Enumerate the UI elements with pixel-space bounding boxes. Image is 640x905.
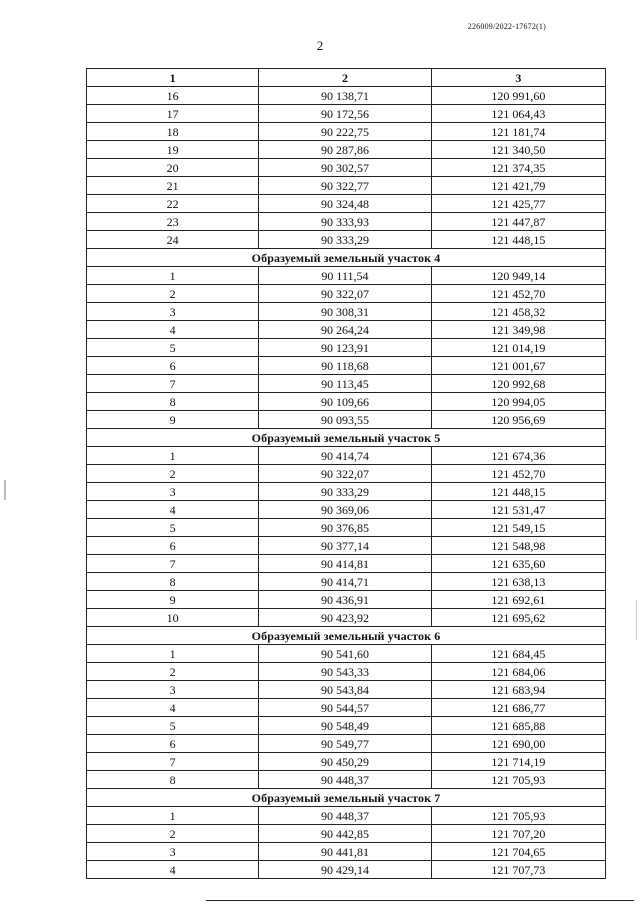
table-row <box>87 159 606 177</box>
coordinate-y: 121 686,77 <box>431 699 605 717</box>
table-row <box>87 861 606 879</box>
point-number: 4 <box>87 501 259 519</box>
column-header-y: 3 <box>431 69 605 87</box>
point-number: 9 <box>87 411 259 429</box>
coordinate-x: 90 113,45 <box>259 375 431 393</box>
table-row <box>87 195 606 213</box>
table-row <box>87 735 606 753</box>
coordinate-y: 121 374,35 <box>431 159 605 177</box>
table-row <box>87 447 606 465</box>
coordinate-x: 90 111,54 <box>259 267 431 285</box>
point-number: 19 <box>87 141 259 159</box>
table-row <box>87 519 606 537</box>
point-number: 1 <box>87 447 259 465</box>
coordinate-x: 90 322,07 <box>259 285 431 303</box>
table-row <box>87 393 606 411</box>
coordinate-y: 121 452,70 <box>431 465 605 483</box>
table-row <box>87 231 606 249</box>
scan-artifact <box>636 600 637 640</box>
coordinate-x: 90 109,66 <box>259 393 431 411</box>
coordinate-x: 90 450,29 <box>259 753 431 771</box>
coordinate-y: 121 448,15 <box>431 231 605 249</box>
table-row <box>87 645 606 663</box>
table-row <box>87 105 606 123</box>
point-number: 3 <box>87 483 259 501</box>
table-row <box>87 609 606 627</box>
table-row <box>87 177 606 195</box>
point-number: 3 <box>87 843 259 861</box>
point-number: 1 <box>87 645 259 663</box>
column-header-x: 2 <box>259 69 431 87</box>
coordinate-x: 90 123,91 <box>259 339 431 357</box>
coordinate-y: 121 635,60 <box>431 555 605 573</box>
coordinate-y: 121 421,79 <box>431 177 605 195</box>
coordinate-y: 121 707,73 <box>431 861 605 879</box>
point-number: 1 <box>87 267 259 285</box>
coordinate-x: 90 414,81 <box>259 555 431 573</box>
section-title: Образуемый земельный участок 4 <box>87 249 606 267</box>
coordinate-y: 121 064,43 <box>431 105 605 123</box>
table-row <box>87 339 606 357</box>
coordinate-x: 90 549,77 <box>259 735 431 753</box>
point-number: 2 <box>87 825 259 843</box>
coordinate-y: 121 458,32 <box>431 303 605 321</box>
coordinate-y: 121 001,67 <box>431 357 605 375</box>
coordinate-x: 90 324,48 <box>259 195 431 213</box>
coordinate-y: 121 707,20 <box>431 825 605 843</box>
coordinate-y: 121 683,94 <box>431 681 605 699</box>
coordinate-x: 90 429,14 <box>259 861 431 879</box>
point-number: 3 <box>87 303 259 321</box>
table-row <box>87 501 606 519</box>
coordinate-x: 90 264,24 <box>259 321 431 339</box>
coordinate-x: 90 322,77 <box>259 177 431 195</box>
table-row <box>87 663 606 681</box>
table-row <box>87 555 606 573</box>
section-title-row <box>87 429 606 447</box>
table-body <box>87 87 606 879</box>
section-title-row <box>87 789 606 807</box>
point-number: 7 <box>87 375 259 393</box>
coordinate-y: 121 531,47 <box>431 501 605 519</box>
scan-artifact <box>4 480 6 500</box>
coordinate-x: 90 377,14 <box>259 537 431 555</box>
coordinate-y: 121 692,61 <box>431 591 605 609</box>
coordinate-x: 90 093,55 <box>259 411 431 429</box>
point-number: 23 <box>87 213 259 231</box>
point-number: 5 <box>87 717 259 735</box>
document-id: 226009/2022-17672(1) <box>467 22 546 31</box>
table-row <box>87 807 606 825</box>
coordinate-x: 90 441,81 <box>259 843 431 861</box>
table-row <box>87 573 606 591</box>
table-row <box>87 123 606 141</box>
table-row <box>87 717 606 735</box>
coordinate-y: 121 638,13 <box>431 573 605 591</box>
coordinate-y: 121 549,15 <box>431 519 605 537</box>
coordinate-x: 90 414,71 <box>259 573 431 591</box>
table-row <box>87 753 606 771</box>
point-number: 3 <box>87 681 259 699</box>
point-number: 7 <box>87 555 259 573</box>
table-row <box>87 357 606 375</box>
coordinate-y: 120 949,14 <box>431 267 605 285</box>
table-row <box>87 267 606 285</box>
coordinate-y: 121 704,65 <box>431 843 605 861</box>
coordinate-y: 120 992,68 <box>431 375 605 393</box>
coordinate-x: 90 541,60 <box>259 645 431 663</box>
coordinate-x: 90 423,92 <box>259 609 431 627</box>
table-row <box>87 825 606 843</box>
point-number: 1 <box>87 807 259 825</box>
coordinate-y: 121 705,93 <box>431 807 605 825</box>
coordinate-y: 121 714,19 <box>431 753 605 771</box>
point-number: 2 <box>87 663 259 681</box>
coordinate-x: 90 448,37 <box>259 771 431 789</box>
table-row <box>87 321 606 339</box>
coordinate-x: 90 548,49 <box>259 717 431 735</box>
table-row <box>87 213 606 231</box>
coordinate-x: 90 369,06 <box>259 501 431 519</box>
section-title: Образуемый земельный участок 5 <box>87 429 606 447</box>
coordinate-y: 121 685,88 <box>431 717 605 735</box>
point-number: 20 <box>87 159 259 177</box>
section-title: Образуемый земельный участок 7 <box>87 789 606 807</box>
coordinate-x: 90 436,91 <box>259 591 431 609</box>
point-number: 9 <box>87 591 259 609</box>
point-number: 8 <box>87 393 259 411</box>
table-row <box>87 411 606 429</box>
table-row <box>87 771 606 789</box>
coordinates-table <box>86 68 606 879</box>
point-number: 2 <box>87 465 259 483</box>
table-row <box>87 375 606 393</box>
page-number: 2 <box>316 38 324 53</box>
point-number: 5 <box>87 339 259 357</box>
point-number: 7 <box>87 753 259 771</box>
column-header-point: 1 <box>87 69 259 87</box>
table-row <box>87 303 606 321</box>
coordinate-y: 121 448,15 <box>431 483 605 501</box>
coordinate-x: 90 118,68 <box>259 357 431 375</box>
point-number: 24 <box>87 231 259 249</box>
point-number: 16 <box>87 87 259 105</box>
coordinate-y: 121 705,93 <box>431 771 605 789</box>
point-number: 6 <box>87 537 259 555</box>
coordinate-y: 121 684,45 <box>431 645 605 663</box>
coordinate-x: 90 376,85 <box>259 519 431 537</box>
coordinate-y: 121 674,36 <box>431 447 605 465</box>
table-row <box>87 699 606 717</box>
coordinate-y: 121 181,74 <box>431 123 605 141</box>
point-number: 2 <box>87 285 259 303</box>
coordinate-x: 90 287,86 <box>259 141 431 159</box>
coordinate-y: 120 994,05 <box>431 393 605 411</box>
coordinate-x: 90 333,29 <box>259 231 431 249</box>
point-number: 4 <box>87 321 259 339</box>
table-row <box>87 285 606 303</box>
point-number: 6 <box>87 735 259 753</box>
point-number: 18 <box>87 123 259 141</box>
point-number: 6 <box>87 357 259 375</box>
coordinate-x: 90 302,57 <box>259 159 431 177</box>
coordinate-x: 90 543,84 <box>259 681 431 699</box>
footer-rule <box>206 900 634 901</box>
coordinate-y: 121 447,87 <box>431 213 605 231</box>
point-number: 10 <box>87 609 259 627</box>
point-number: 17 <box>87 105 259 123</box>
coordinate-y: 121 690,00 <box>431 735 605 753</box>
coordinate-x: 90 322,07 <box>259 465 431 483</box>
point-number: 4 <box>87 861 259 879</box>
coordinate-y: 121 340,50 <box>431 141 605 159</box>
coordinate-x: 90 544,57 <box>259 699 431 717</box>
coordinate-y: 121 452,70 <box>431 285 605 303</box>
table-header-row <box>87 69 606 87</box>
table-row <box>87 141 606 159</box>
coordinate-y: 121 684,06 <box>431 663 605 681</box>
coordinate-y: 121 548,98 <box>431 537 605 555</box>
coordinate-y: 120 956,69 <box>431 411 605 429</box>
point-number: 21 <box>87 177 259 195</box>
point-number: 8 <box>87 573 259 591</box>
coordinate-y: 121 349,98 <box>431 321 605 339</box>
table-row <box>87 537 606 555</box>
coordinate-x: 90 442,85 <box>259 825 431 843</box>
table-row <box>87 483 606 501</box>
section-title: Образуемый земельный участок 6 <box>87 627 606 645</box>
section-title-row <box>87 627 606 645</box>
coordinate-x: 90 308,31 <box>259 303 431 321</box>
table-row <box>87 591 606 609</box>
point-number: 5 <box>87 519 259 537</box>
point-number: 22 <box>87 195 259 213</box>
table-row <box>87 465 606 483</box>
coordinate-x: 90 543,33 <box>259 663 431 681</box>
coordinate-x: 90 172,56 <box>259 105 431 123</box>
table-row <box>87 843 606 861</box>
coordinate-y: 121 425,77 <box>431 195 605 213</box>
coordinate-y: 121 014,19 <box>431 339 605 357</box>
section-title-row <box>87 249 606 267</box>
coordinate-x: 90 222,75 <box>259 123 431 141</box>
table-row <box>87 681 606 699</box>
coordinate-y: 120 991,60 <box>431 87 605 105</box>
coordinate-x: 90 414,74 <box>259 447 431 465</box>
coordinate-x: 90 448,37 <box>259 807 431 825</box>
coordinate-x: 90 138,71 <box>259 87 431 105</box>
point-number: 4 <box>87 699 259 717</box>
point-number: 8 <box>87 771 259 789</box>
coordinate-x: 90 333,93 <box>259 213 431 231</box>
coordinate-x: 90 333,29 <box>259 483 431 501</box>
table-row <box>87 87 606 105</box>
coordinate-y: 121 695,62 <box>431 609 605 627</box>
